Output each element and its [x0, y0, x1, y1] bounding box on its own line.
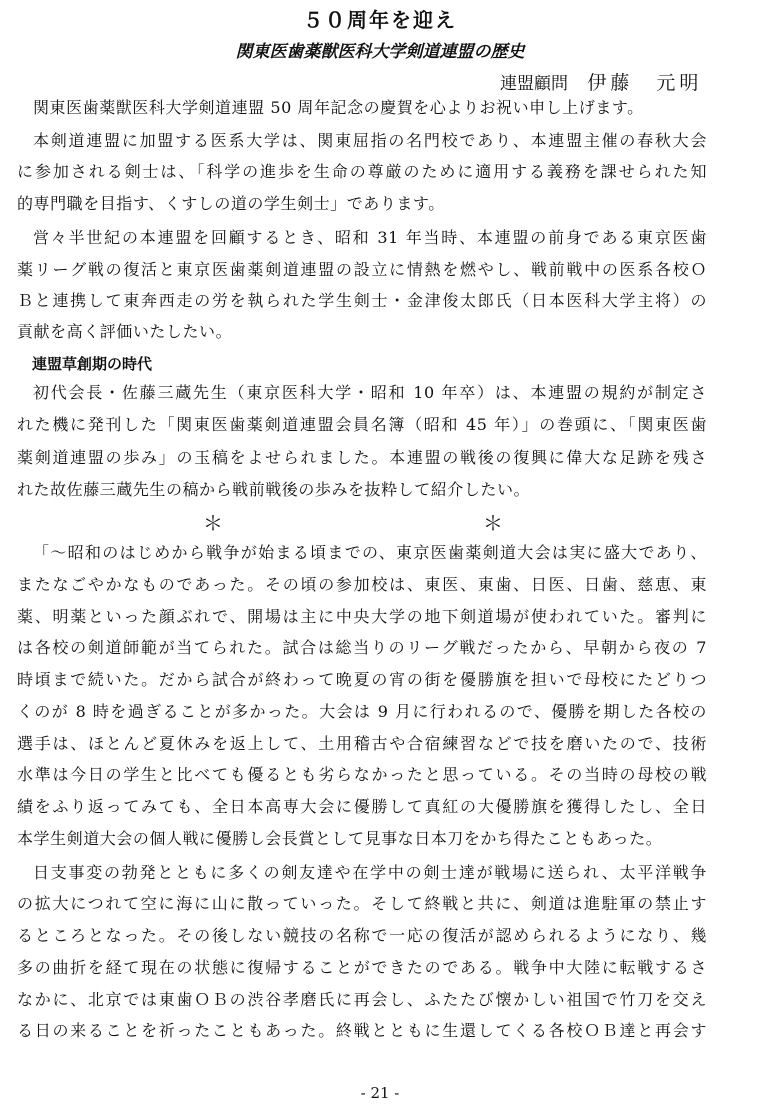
body-line: れた機に発刊した「関東医歯薬剣道連盟会員名簿（昭和 45 年）」の巻頭に、「関東医歯: [17, 415, 707, 434]
author-name: 伊藤 元明: [587, 72, 703, 94]
body-line: 水準は今日の学生と比べても優るとも劣らなかったと思っている。その当時の母校の戦: [17, 765, 707, 784]
author-byline: [500, 68, 702, 95]
body-line: 関東医歯薬獣医科大学剣道連盟 50 周年記念の慶賀を心よりお祝い申し上げます。: [33, 98, 644, 117]
separator-asterisk: ＊: [483, 511, 503, 535]
body-line: 薬剣道連盟の歩み」の玉稿をよせられました。本連盟の戦後の復興に偉大な足跡を残さ: [17, 448, 707, 467]
body-line: くのが 8 時を過ぎることが多かった。大会は 9 月に行われるので、優勝を期した各校の: [17, 702, 707, 721]
body-line: 的専門職を目指す、くすしの道の学生剣士」であります。: [17, 194, 445, 213]
body-line: 選手は、ほとんど夏休みを返上して、土用稽古や合宿練習などで技を磨いたので、技術: [17, 734, 707, 753]
body-line: 薬リーグ戦の復活と東京医歯薬剣道連盟の設立に情熱を燃やし、戦前戦中の医系各校Ｏ: [17, 260, 707, 279]
body-line: 「～昭和のはじめから戦争が始まる頃までの、東京医歯薬剣道大会は実に盛大であり、: [33, 543, 707, 562]
body-line: Ｂと連携して東奔西走の労を執られた学生剣士・金津俊太郎氏（日本医科大学主将）の: [17, 291, 707, 310]
body-line: 日支事変の勃発とともに多くの剣友達や在学中の剣士達が戦場に送られ、太平洋戦争: [33, 863, 707, 882]
body-line: 薬、明薬といった顔ぶれで、開場は主に中央大学の地下剣道場が使われていた。審判に: [17, 607, 707, 626]
body-line: 営々半世紀の本連盟を回顧するとき、昭和 31 年当時、本連盟の前身である東京医歯: [33, 228, 707, 247]
author-role: 連盟顧問: [500, 74, 568, 94]
page-subtitle: 関東医歯薬獣医科大学剣道連盟の歴史: [235, 42, 525, 62]
body-line: 初代会長・佐藤三蔵先生（東京医科大学・昭和 10 年卒）は、本連盟の規約が制定さ: [33, 383, 707, 402]
body-line: 多の曲折を経て現在の状態に復帰することができたのである。戦争中大陸に転戦するさ: [17, 958, 707, 977]
page-title: ５０周年を迎え: [303, 8, 457, 32]
body-line: の拡大につれて空に海に山に散っていった。そして終戦と共に、剣道は進駐軍の禁止す: [17, 894, 707, 913]
body-line: 績をふり返ってみても、全日本高専大会に優勝して真紅の大優勝旗を獲得したし、全日: [17, 797, 707, 816]
body-line: に参加される剣士は、「科学の進歩を生命の尊厳のために適用する義務を課せられた知: [17, 162, 707, 181]
body-line: 本学生剣道大会の個人戦に優勝し会長賞として見事な日本刀をかち得たこともあった。: [17, 829, 663, 848]
separator-asterisk: ＊: [203, 511, 223, 535]
body-line: れた故佐藤三蔵先生の稿から戦前戦後の歩みを抜粋して紹介したい。: [17, 480, 531, 499]
body-line: 貢献を高く評価いたしたい。: [17, 322, 233, 341]
body-line: るところとなった。その後しない競技の名称で一応の復活が認められるようになり、幾: [17, 926, 707, 945]
body-line: る日の来ることを祈ったこともあった。終戦とともに生還してくる各校ＯＢ達と再会す: [17, 1021, 707, 1040]
body-line: 時頃まで続いた。だから試合が終わって晩夏の宵の街を優勝旗を担いで母校にたどりつ: [17, 670, 707, 689]
page-number: - 21 -: [360, 1084, 400, 1102]
body-line: 本剣道連盟に加盟する医系大学は、関東屈指の名門校であり、本連盟主催の春秋大会: [33, 131, 707, 150]
section-heading: 連盟草創期の時代: [32, 355, 153, 373]
body-line: は各校の剣道師範が当てられた。試合は総当りのリーグ戦だったから、早朝から夜の 7: [17, 638, 707, 657]
body-line: またなごやかなものであった。その頃の参加校は、東医、東歯、日医、日歯、慈恵、東: [17, 575, 707, 594]
body-line: なかに、北京では東歯ＯＢの渋谷孝磨氏に再会し、ふたたび懐かしい祖国で竹刀を交え: [17, 990, 707, 1009]
